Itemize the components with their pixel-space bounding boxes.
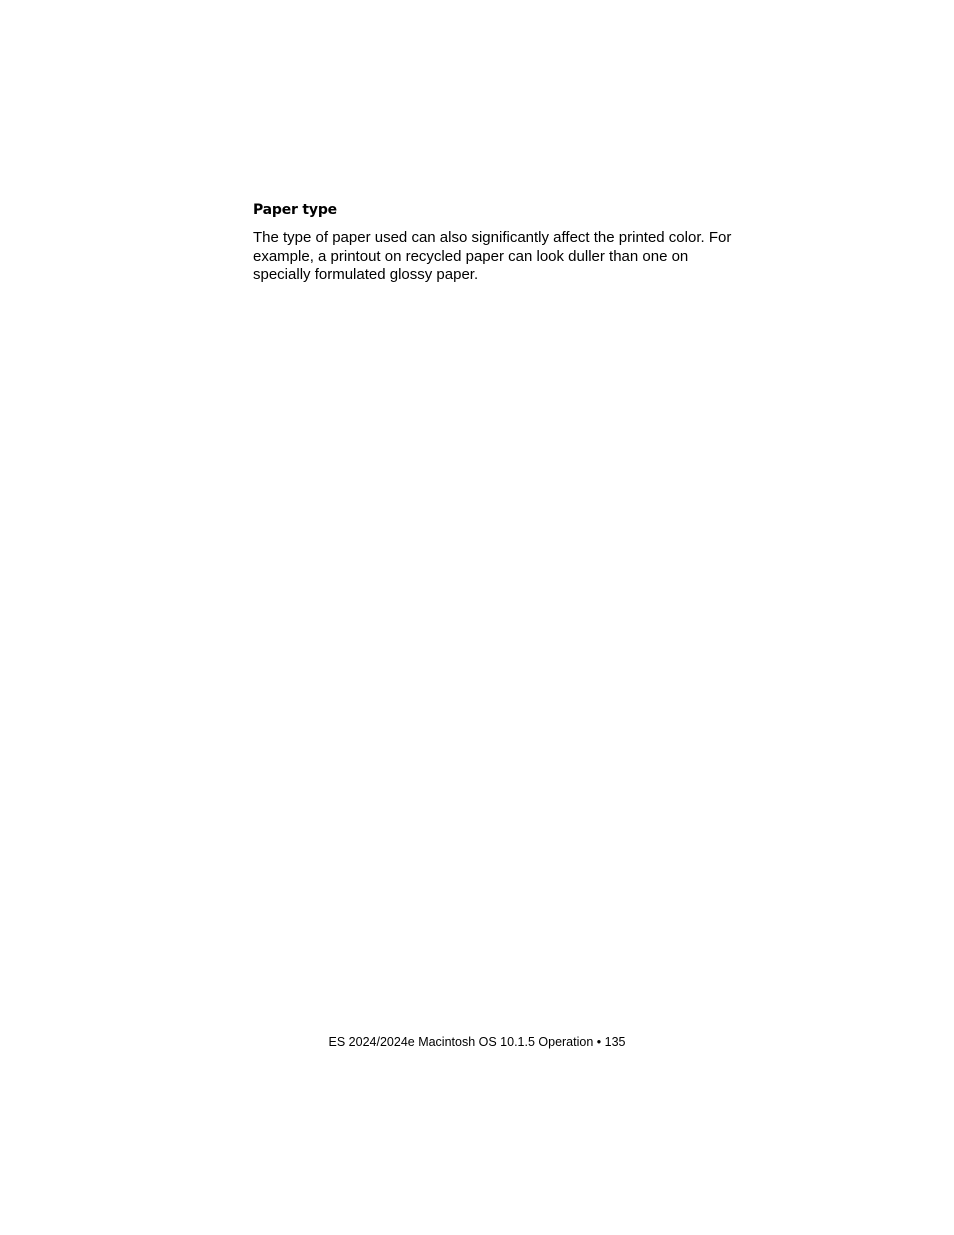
page-footer: ES 2024/2024e Macintosh OS 10.1.5 Operation • 135 (328, 1035, 626, 1049)
section-paragraph: The type of paper used can also significantly affect the printed color. For example, a printout on recycled paper can look duller than one on specially formulated glossy paper. (253, 229, 732, 283)
paper-type-section (253, 201, 733, 285)
section-heading: Paper type (253, 202, 337, 218)
